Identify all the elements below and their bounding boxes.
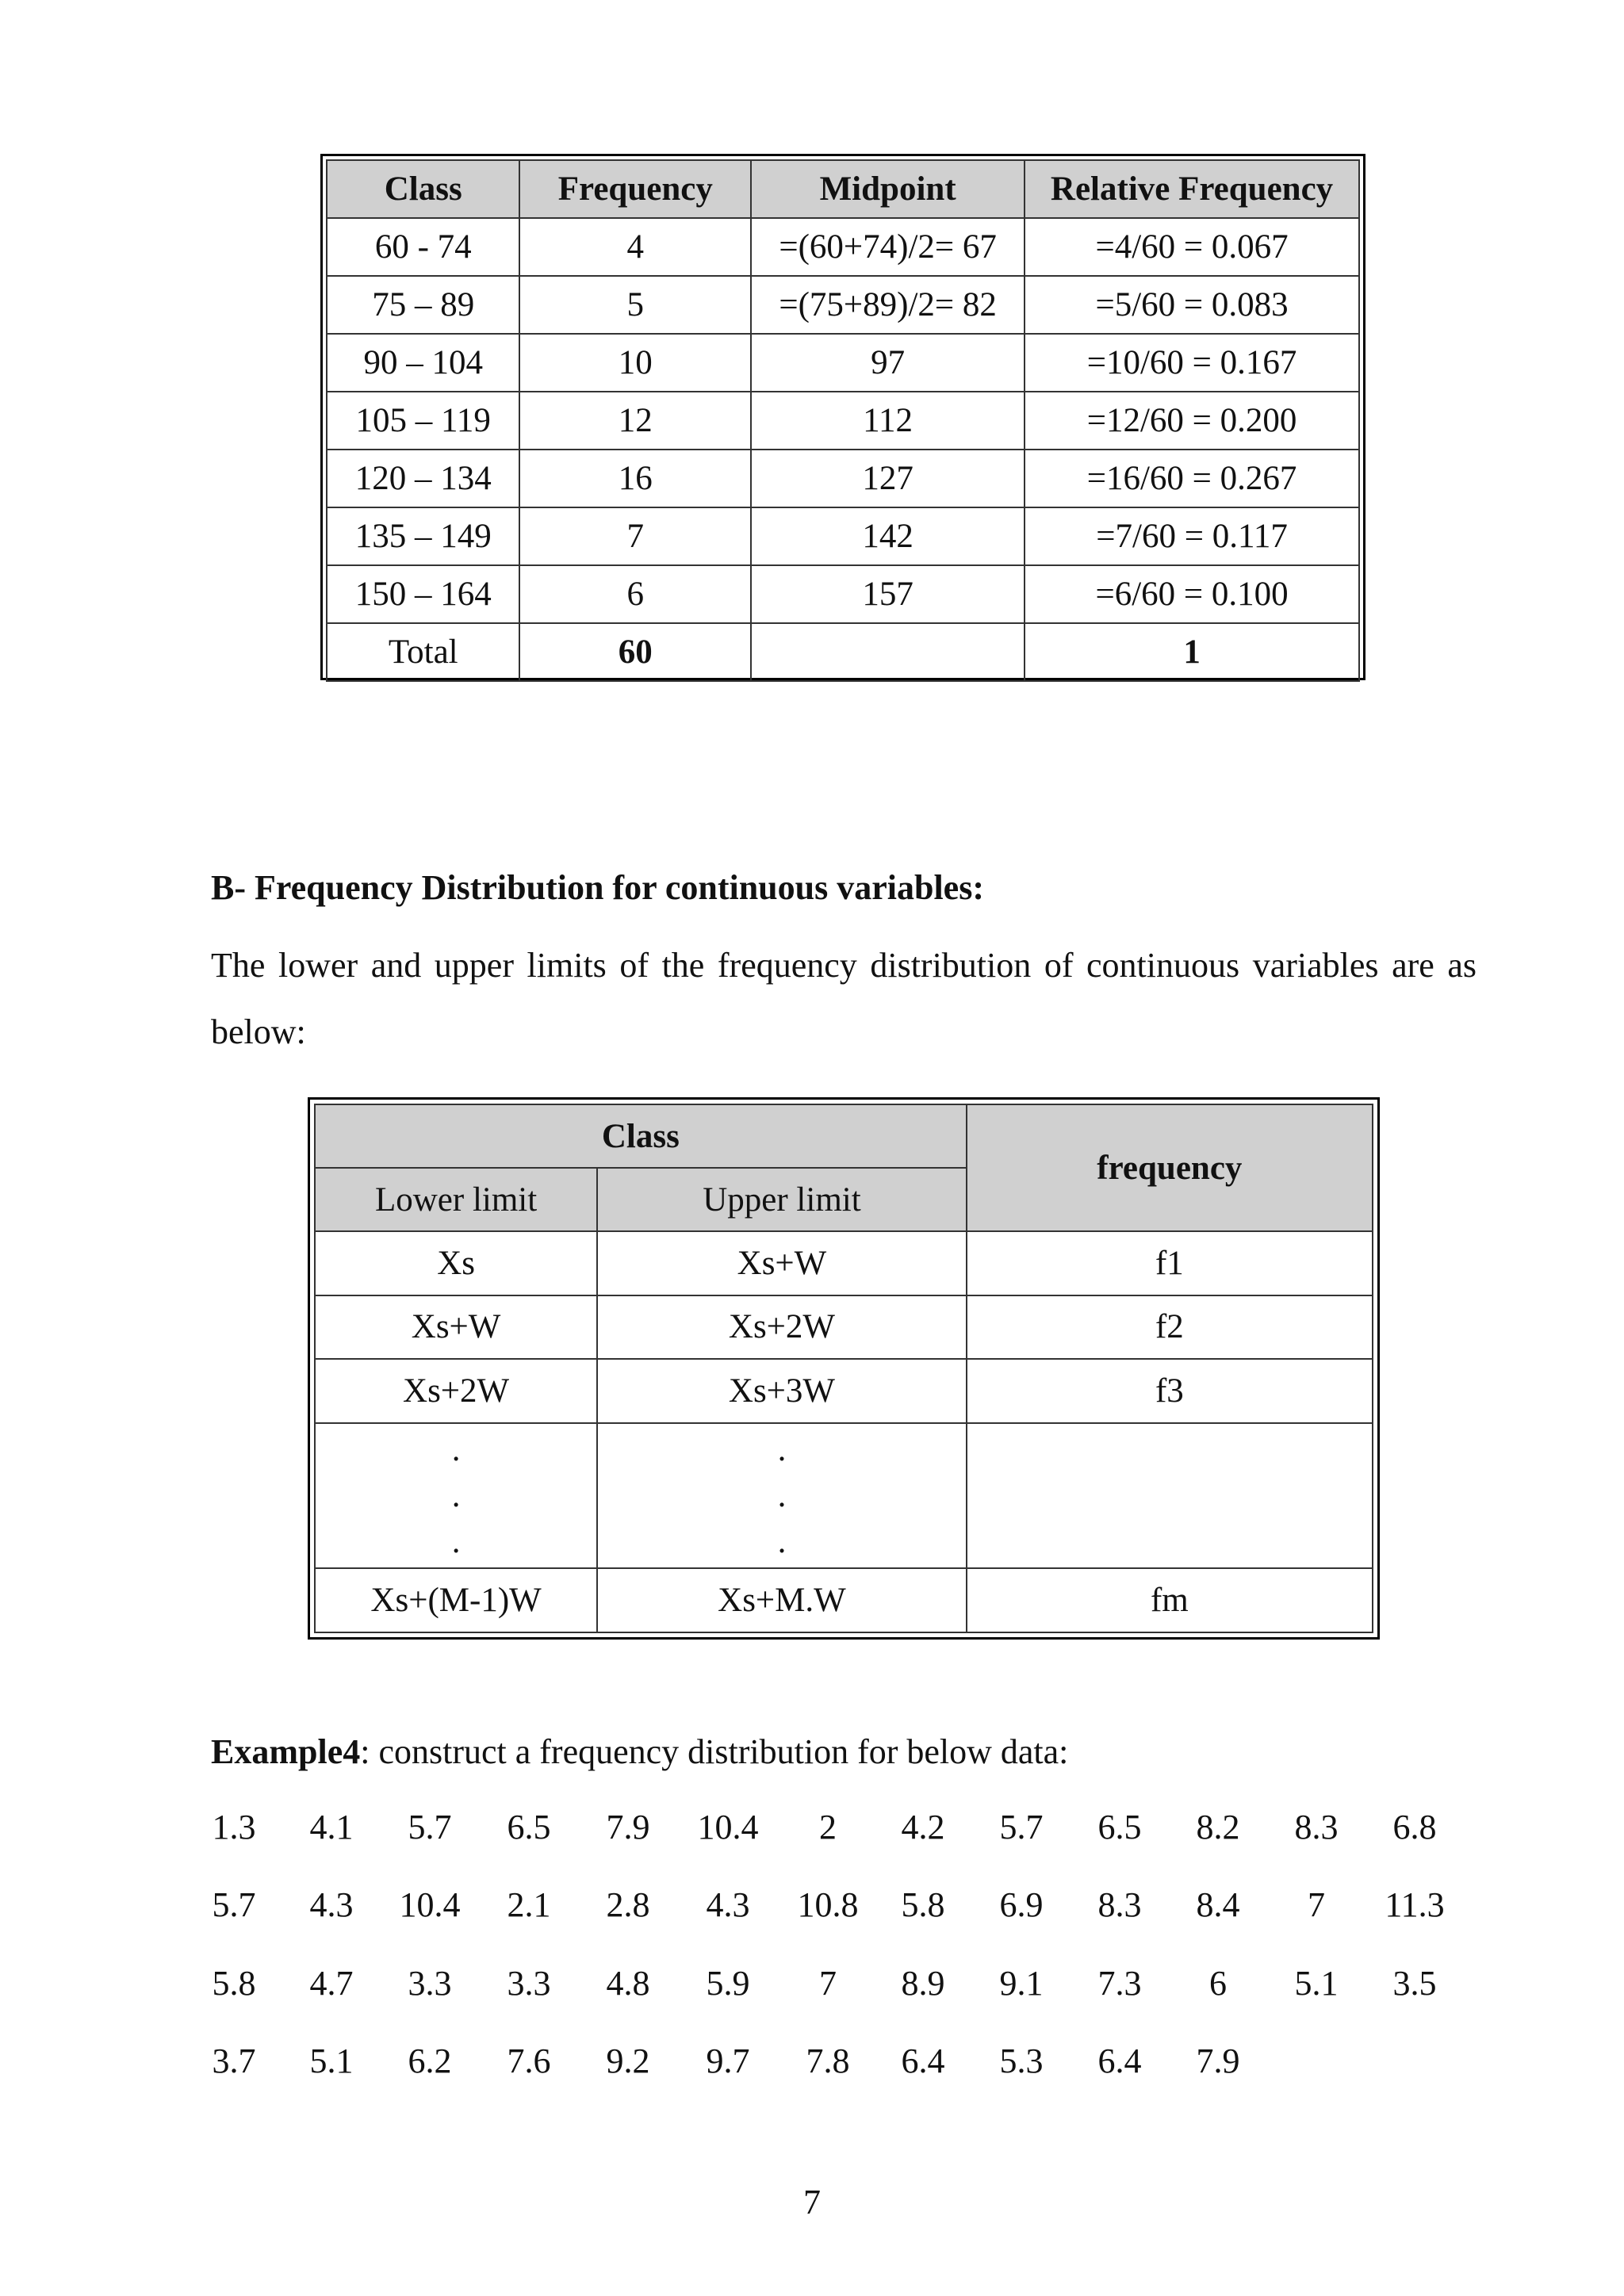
class-cell: 75 – 89 [327,276,519,334]
upper-limit-cell: Xs+W [597,1231,967,1295]
relative-frequency-cell: =16/60 = 0.267 [1025,450,1359,507]
header-lower-limit: Lower limit [315,1168,597,1231]
frequency-cell: 10 [519,334,751,392]
data-value: 10.4 [697,1808,759,1846]
data-value: 8.3 [1294,1808,1339,1846]
continuous-limits-table [308,1097,1380,1640]
data-value: 7.3 [1097,1964,1142,2003]
data-value: 5.1 [1294,1964,1339,2003]
data-value: 5.9 [706,1964,750,2003]
data-value: 9.2 [606,2042,650,2080]
total-frequency: 60 [519,623,751,681]
data-value: 6.5 [507,1808,551,1846]
midpoint-cell: 142 [751,507,1025,565]
frequency-cell: 12 [519,392,751,450]
dot: . [777,1522,787,1560]
data-value: 3.5 [1392,1964,1437,2003]
table-row [315,1231,1373,1295]
data-value: 11.3 [1385,1885,1445,1924]
class-cell: 90 – 104 [327,334,519,392]
frequency-cell: 16 [519,450,751,507]
frequency-cell: fm [967,1568,1373,1632]
frequency-cell: 7 [519,507,751,565]
header-class: Class [327,160,519,218]
table-row [327,218,1359,276]
data-value: 7.6 [507,2042,551,2080]
dot: . [777,1430,787,1468]
header-frequency: Frequency [519,160,751,218]
header-relative-frequency: Relative Frequency [1025,160,1359,218]
upper-limit-cell: Xs+M.W [597,1568,967,1632]
relative-frequency-cell: =4/60 = 0.067 [1025,218,1359,276]
data-value: 7.9 [606,1808,650,1846]
table-header-row [315,1104,1373,1168]
total-midpoint [751,623,1025,681]
table-row [327,450,1359,507]
table-row [327,507,1359,565]
frequency-cell: 6 [519,565,751,623]
data-value: 2.1 [507,1885,551,1924]
data-value: 6.4 [1097,2042,1142,2080]
example-text: : construct a frequency distribution for below data: [360,1732,1069,1771]
table-row [315,1359,1373,1423]
header-upper-limit: Upper limit [597,1168,967,1231]
table-row [327,334,1359,392]
data-value: 7 [819,1964,837,2003]
data-value: 6 [1209,1964,1227,2003]
data-value: 5.8 [901,1885,945,1924]
header-frequency: frequency [967,1104,1373,1231]
header-class: Class [315,1104,967,1168]
midpoint-cell: =(75+89)/2= 82 [751,276,1025,334]
data-value: 5.8 [212,1964,256,2003]
data-value: 5.7 [408,1808,452,1846]
class-cell: 135 – 149 [327,507,519,565]
dot: . [777,1476,787,1514]
lower-limit-cell: Xs+(M-1)W [315,1568,597,1632]
data-value: 4.1 [309,1808,354,1846]
midpoint-cell: 112 [751,392,1025,450]
data-value: 3.3 [507,1964,551,2003]
data-value: 6.9 [999,1885,1044,1924]
total-label: Total [327,623,519,681]
data-value: 2.8 [606,1885,650,1924]
data-value: 7.9 [1196,2042,1240,2080]
frequency-cell: 4 [519,218,751,276]
relative-frequency-cell: =10/60 = 0.167 [1025,334,1359,392]
data-value: 2 [819,1808,837,1846]
data-value: 9.1 [999,1964,1044,2003]
table-row [315,1568,1373,1632]
table-row [327,565,1359,623]
data-value: 6.4 [901,2042,945,2080]
header-midpoint: Midpoint [751,160,1025,218]
dot: . [451,1430,461,1468]
section-paragraph: The lower and upper limits of the frequency distribution of continuous variables are as below: [211,946,1477,1051]
data-value: 8.9 [901,1964,945,2003]
upper-limit-cell: Xs+3W [597,1359,967,1423]
ellipsis-row [315,1423,1373,1568]
frequency-cell: 5 [519,276,751,334]
lower-limit-cell: Xs [315,1231,597,1295]
table-row [315,1295,1373,1360]
dot: . [451,1476,461,1514]
frequency-table [320,154,1365,680]
example-statement [211,1732,1068,1772]
data-value: 8.4 [1196,1885,1240,1924]
data-value: 3.3 [408,1964,452,2003]
data-value: 9.7 [706,2042,750,2080]
relative-frequency-cell: =6/60 = 0.100 [1025,565,1359,623]
data-value: 8.2 [1196,1808,1240,1846]
lower-limit-cell: Xs+W [315,1295,597,1360]
data-value: 7.8 [806,2042,850,2080]
ellipsis-cell [597,1423,967,1568]
total-row [327,623,1359,681]
midpoint-cell: 127 [751,450,1025,507]
data-value: 4.3 [706,1885,750,1924]
midpoint-cell: =(60+74)/2= 67 [751,218,1025,276]
class-cell: 105 – 119 [327,392,519,450]
data-value: 10.8 [797,1885,859,1924]
data-value: 10.4 [399,1885,461,1924]
data-value: 3.7 [212,2042,256,2080]
table-row [327,392,1359,450]
dot: . [451,1522,461,1560]
table-header-row [327,160,1359,218]
midpoint-cell: 157 [751,565,1025,623]
section-heading: B- Frequency Distribution for continuous variables: [211,868,984,907]
data-value: 4.8 [606,1964,650,2003]
data-value: 5.7 [212,1885,256,1924]
table-row [327,276,1359,334]
data-value: 6.5 [1097,1808,1142,1846]
upper-limit-cell: Xs+2W [597,1295,967,1360]
data-value: 5.3 [999,2042,1044,2080]
ellipsis-cell [315,1423,597,1568]
data-value: 8.3 [1097,1885,1142,1924]
lower-limit-cell: Xs+2W [315,1359,597,1423]
example-label: Example4 [211,1732,361,1771]
frequency-cell: f1 [967,1231,1373,1295]
empty-cell [967,1423,1373,1568]
data-value: 1.3 [212,1808,256,1846]
relative-frequency-cell: =5/60 = 0.083 [1025,276,1359,334]
class-cell: 120 – 134 [327,450,519,507]
class-cell: 150 – 164 [327,565,519,623]
total-relative-frequency: 1 [1025,623,1359,681]
midpoint-cell: 97 [751,334,1025,392]
frequency-cell: f2 [967,1295,1373,1360]
data-value: 6.2 [408,2042,452,2080]
page-number: 7 [803,2183,821,2221]
data-value: 6.8 [1392,1808,1437,1846]
class-cell: 60 - 74 [327,218,519,276]
data-value: 5.7 [999,1808,1044,1846]
data-value: 4.2 [901,1808,945,1846]
frequency-cell: f3 [967,1359,1373,1423]
relative-frequency-cell: =12/60 = 0.200 [1025,392,1359,450]
relative-frequency-cell: =7/60 = 0.117 [1025,507,1359,565]
data-value: 4.7 [309,1964,354,2003]
data-value: 7 [1308,1885,1325,1924]
data-value: 4.3 [309,1885,354,1924]
data-value: 5.1 [309,2042,354,2080]
